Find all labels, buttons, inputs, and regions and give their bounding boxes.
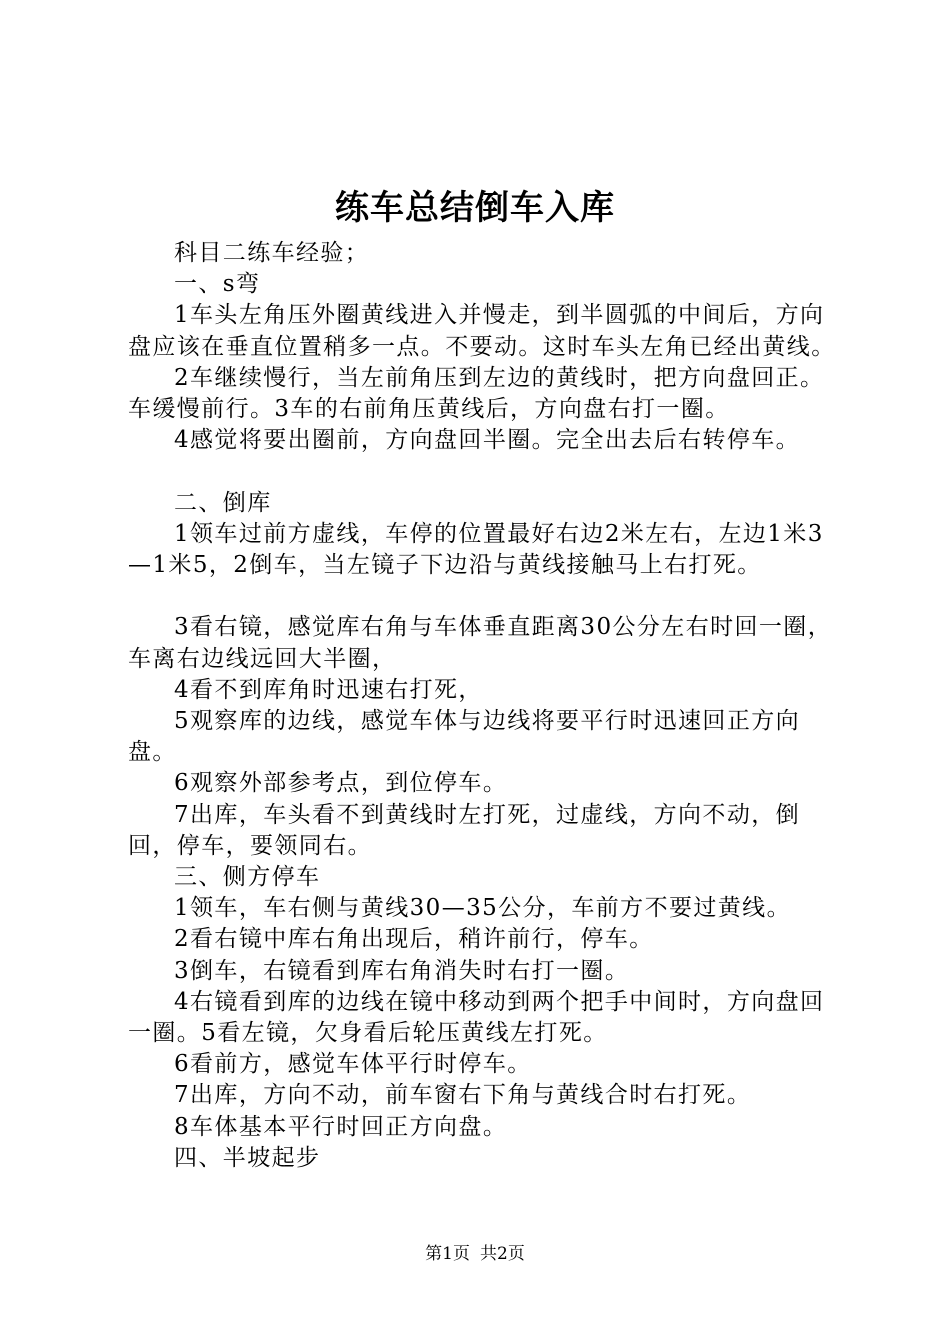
document-body [128,238,840,1174]
section-heading: 一、s弯 [174,271,261,298]
paragraph: 4右镜看到库的边线在镜中移动到两个把手中间时，方向盘回一圈。5看左镜，欠身看后轮压黄线左打死。 [128,988,825,1047]
page-total: 共2页 [480,1244,525,1264]
document-title: 练车总结倒车入库 [335,188,615,228]
paragraph: 7出库，方向不动，前车窗右下角与黄线合时右打死。 [174,1082,752,1109]
blank-line [128,581,840,612]
paragraph: 8车体基本平行时回正方向盘。 [174,1113,508,1140]
section-heading: 二、倒库 [174,489,272,516]
paragraph: 2车继续慢行，当左前角压到左边的黄线时，把方向盘回正。车缓慢前行。3车的右前角压黄线后，方向盘右打一圈。 [128,364,825,423]
paragraph: 7出库，车头看不到黄线时左打死，过虚线，方向不动，倒回，停车，要领同右。 [128,801,801,859]
page-footer [0,1243,950,1265]
section-heading: 三、侧方停车 [174,864,321,891]
page-number: 第1页 [425,1244,470,1264]
section-heading: 四、半坡起步 [174,1144,321,1171]
blank-line [128,456,840,487]
paragraph: 1领车过前方虚线，车停的位置最好右边2米左右，左边1米3—1米5，2倒车，当左镜子下边沿与黄线接触马上右打死。 [128,520,824,579]
paragraph: 4感觉将要出圈前，方向盘回半圈。完全出去后右转停车。 [174,427,801,454]
paragraph: 3看右镜，感觉库右角与车体垂直距离30公分左右时回一圈，车离右边线远回大半圈， [128,614,833,672]
paragraph: 3倒车，右镜看到库右角消失时右打一圈。 [174,957,630,984]
paragraph: 2看右镜中库右角出现后，稍许前行，停车。 [174,926,654,953]
paragraph: 1领车，车右侧与黄线30—35公分，车前方不要过黄线。 [174,895,791,922]
paragraph: 6观察外部参考点，到位停车。 [174,770,508,797]
paragraph: 4看不到库角时迅速右打死， [174,676,483,703]
paragraph: 科目二练车经验； [174,240,370,266]
paragraph: 1车头左角压外圈黄线进入并慢走，到半圆弧的中间后，方向盘应该在垂直位置稍多一点。不要动。这时车头左角已经出黄线。 [128,302,836,360]
paragraph: 5观察库的边线，感觉车体与边线将要平行时迅速回正方向盘。 [128,708,801,766]
paragraph: 6看前方，感觉车体平行时停车。 [174,1051,532,1078]
